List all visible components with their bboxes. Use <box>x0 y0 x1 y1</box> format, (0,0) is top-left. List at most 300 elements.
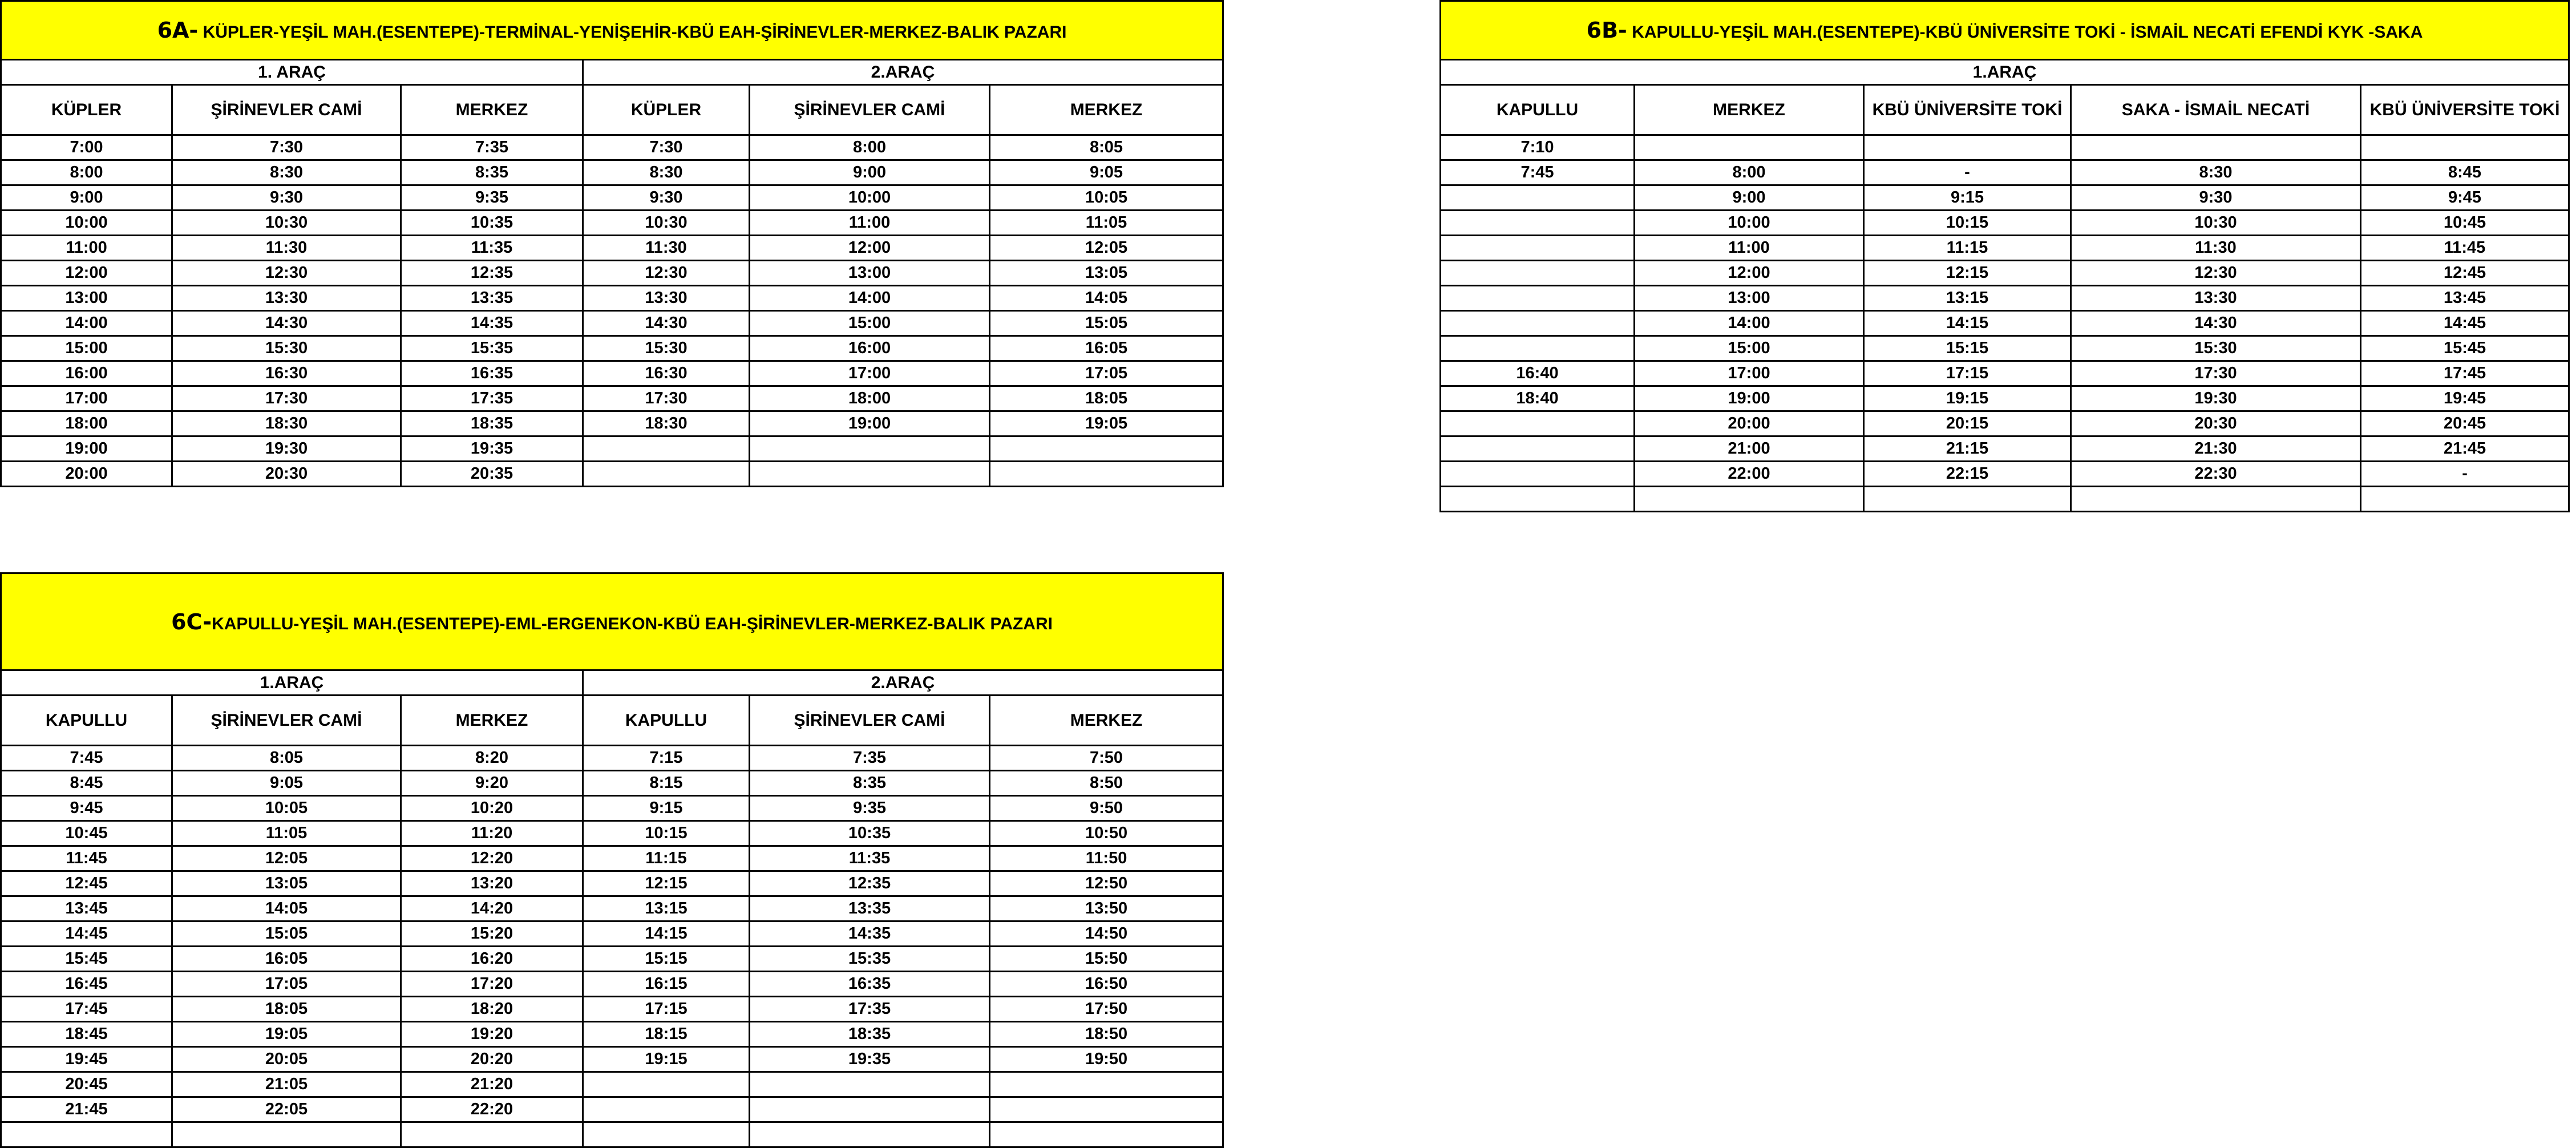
time-cell: 12:35 <box>401 261 583 286</box>
time-cell: 21:20 <box>401 1072 583 1097</box>
table-row <box>1 1022 1223 1047</box>
time-cell: 20:00 <box>1 462 172 487</box>
column-header: SAKA - İSMAİL NECATİ <box>2071 85 2361 135</box>
time-cell: 14:05 <box>172 896 401 921</box>
table-title <box>1 573 1223 670</box>
time-cell: 11:30 <box>2071 236 2361 261</box>
time-cell: 9:30 <box>172 185 401 211</box>
time-cell: 17:45 <box>2361 361 2569 386</box>
time-cell: 13:00 <box>1635 286 1864 311</box>
time-cell: 19:30 <box>2071 386 2361 411</box>
time-cell: 13:05 <box>990 261 1223 286</box>
time-cell: 9:15 <box>1864 185 2071 211</box>
time-cell: 20:05 <box>172 1047 401 1072</box>
time-cell: 22:15 <box>1864 462 2071 487</box>
time-cell: 19:35 <box>750 1047 990 1072</box>
time-cell: 22:00 <box>1635 462 1864 487</box>
column-header: ŞİRİNEVLER CAMİ <box>750 696 990 746</box>
time-cell: 9:05 <box>172 771 401 796</box>
table-row <box>1 972 1223 997</box>
time-cell <box>1441 261 1635 286</box>
time-cell: 14:35 <box>750 921 990 947</box>
time-cell <box>583 1097 750 1122</box>
time-cell: 11:45 <box>1 846 172 871</box>
column-header: ŞİRİNEVLER CAMİ <box>172 696 401 746</box>
time-cell: 10:30 <box>583 211 750 236</box>
time-cell: 14:50 <box>990 921 1223 947</box>
time-cell <box>1441 436 1635 462</box>
time-cell: 15:50 <box>990 947 1223 972</box>
time-cell <box>2361 487 2569 512</box>
column-header: KÜPLER <box>1 85 172 135</box>
time-cell: 13:15 <box>1864 286 2071 311</box>
table-row <box>1441 361 2569 386</box>
time-cell: 13:00 <box>1 286 172 311</box>
vehicle-group-header: 1. ARAÇ <box>1 60 583 85</box>
time-cell: 14:20 <box>401 896 583 921</box>
table-row <box>1 336 1223 361</box>
time-cell: 7:10 <box>1441 135 1635 160</box>
table-row <box>1441 286 2569 311</box>
time-cell: 8:50 <box>990 771 1223 796</box>
time-cell <box>583 436 750 462</box>
time-cell: 8:30 <box>2071 160 2361 185</box>
time-cell <box>750 1097 990 1122</box>
time-cell: 16:30 <box>583 361 750 386</box>
time-cell: 13:00 <box>750 261 990 286</box>
time-cell: 11:05 <box>990 211 1223 236</box>
time-cell: 10:50 <box>990 821 1223 846</box>
time-cell: 11:05 <box>172 821 401 846</box>
time-cell: 18:15 <box>583 1022 750 1047</box>
time-cell: 16:30 <box>172 361 401 386</box>
time-cell: - <box>2361 462 2569 487</box>
vehicle-group-header: 1.ARAÇ <box>1 670 583 696</box>
time-cell: 17:00 <box>1 386 172 411</box>
time-cell: 14:35 <box>401 311 583 336</box>
table-title <box>1441 1 2569 60</box>
time-cell: 15:30 <box>172 336 401 361</box>
time-cell <box>1441 411 1635 436</box>
time-cell: 21:30 <box>2071 436 2361 462</box>
time-cell <box>1441 487 1635 512</box>
time-cell: 11:35 <box>401 236 583 261</box>
route-name: KAPULLU-YEŞİL MAH.(ESENTEPE)-KBÜ ÜNİVERSİTE TOKİ - İSMAİL NECATİ EFENDİ KYK -SAKA <box>1632 23 2423 42</box>
time-cell: 12:15 <box>1864 261 2071 286</box>
time-cell: 7:45 <box>1441 160 1635 185</box>
time-cell: 10:00 <box>1635 211 1864 236</box>
time-cell: 22:20 <box>401 1097 583 1122</box>
table-row <box>1 436 1223 462</box>
time-cell <box>990 1097 1223 1122</box>
time-cell: 8:30 <box>172 160 401 185</box>
time-cell: 17:00 <box>1635 361 1864 386</box>
time-cell: 10:45 <box>1 821 172 846</box>
time-cell: 18:30 <box>583 411 750 436</box>
time-cell: 22:30 <box>2071 462 2361 487</box>
time-cell: 17:30 <box>583 386 750 411</box>
time-cell: 7:15 <box>583 746 750 771</box>
time-cell: 11:00 <box>750 211 990 236</box>
table-row <box>1 236 1223 261</box>
column-header: MERKEZ <box>401 696 583 746</box>
time-cell: 16:35 <box>750 972 990 997</box>
time-cell: 11:30 <box>172 236 401 261</box>
time-cell: 13:50 <box>990 896 1223 921</box>
time-cell: 19:50 <box>990 1047 1223 1072</box>
time-cell: 20:20 <box>401 1047 583 1072</box>
time-cell: 15:00 <box>750 311 990 336</box>
time-cell: 13:05 <box>172 871 401 896</box>
time-cell: 20:15 <box>1864 411 2071 436</box>
time-cell: 15:05 <box>990 311 1223 336</box>
table-row <box>1441 462 2569 487</box>
time-cell: 18:50 <box>990 1022 1223 1047</box>
time-cell: 16:40 <box>1441 361 1635 386</box>
time-cell: 17:05 <box>172 972 401 997</box>
time-cell: 18:00 <box>750 386 990 411</box>
time-cell: 16:50 <box>990 972 1223 997</box>
time-cell: 16:45 <box>1 972 172 997</box>
time-cell <box>1635 135 1864 160</box>
time-cell: 10:05 <box>990 185 1223 211</box>
table-row <box>1 896 1223 921</box>
table-row <box>1441 487 2569 512</box>
time-cell: 16:35 <box>401 361 583 386</box>
time-cell: 13:30 <box>172 286 401 311</box>
time-cell: 12:00 <box>1 261 172 286</box>
time-cell: 8:30 <box>583 160 750 185</box>
time-cell: 11:30 <box>583 236 750 261</box>
table-row <box>1 386 1223 411</box>
time-cell: 14:45 <box>1 921 172 947</box>
time-cell: 21:45 <box>2361 436 2569 462</box>
time-cell: 8:35 <box>401 160 583 185</box>
time-cell <box>750 1072 990 1097</box>
column-header: KAPULLU <box>1441 85 1635 135</box>
time-cell: 15:00 <box>1635 336 1864 361</box>
time-cell: 14:45 <box>2361 311 2569 336</box>
route-code: 6C- <box>171 609 212 634</box>
time-cell: 19:30 <box>172 436 401 462</box>
time-cell: 12:45 <box>1 871 172 896</box>
time-cell: 8:15 <box>583 771 750 796</box>
time-cell: 9:50 <box>990 796 1223 821</box>
time-cell: 18:05 <box>172 997 401 1022</box>
time-cell: 14:15 <box>583 921 750 947</box>
time-cell: 7:35 <box>401 135 583 160</box>
table-row <box>1 1047 1223 1072</box>
time-cell: 18:35 <box>750 1022 990 1047</box>
time-cell <box>750 462 990 487</box>
time-cell: 21:05 <box>172 1072 401 1097</box>
time-cell: 18:45 <box>1 1022 172 1047</box>
time-cell: 16:00 <box>1 361 172 386</box>
table-body <box>1 746 1223 1147</box>
time-cell <box>1635 487 1864 512</box>
table-row <box>1 796 1223 821</box>
column-header: KBÜ ÜNİVERSİTE TOKİ <box>1864 85 2071 135</box>
time-cell <box>990 462 1223 487</box>
time-cell: 8:00 <box>1635 160 1864 185</box>
time-cell: 17:30 <box>2071 361 2361 386</box>
time-cell: 11:35 <box>750 846 990 871</box>
time-cell: 18:00 <box>1 411 172 436</box>
time-cell: 16:05 <box>990 336 1223 361</box>
time-cell: 13:35 <box>750 896 990 921</box>
time-cell: 17:05 <box>990 361 1223 386</box>
time-cell: 12:05 <box>990 236 1223 261</box>
time-cell <box>990 1072 1223 1097</box>
time-cell: 18:20 <box>401 997 583 1022</box>
time-cell: 17:50 <box>990 997 1223 1022</box>
time-cell: 12:45 <box>2361 261 2569 286</box>
table-row <box>1 947 1223 972</box>
time-cell: 19:45 <box>2361 386 2569 411</box>
time-cell: 16:20 <box>401 947 583 972</box>
time-cell <box>1864 487 2071 512</box>
time-cell <box>1441 311 1635 336</box>
time-cell: 20:45 <box>1 1072 172 1097</box>
time-cell: 9:45 <box>2361 185 2569 211</box>
time-cell: 16:15 <box>583 972 750 997</box>
time-cell: 7:00 <box>1 135 172 160</box>
time-cell: 14:00 <box>750 286 990 311</box>
time-cell: 10:00 <box>750 185 990 211</box>
schedule-table-6b <box>1439 0 2570 512</box>
table-row <box>1441 185 2569 211</box>
time-cell: 10:00 <box>1 211 172 236</box>
time-cell: - <box>1864 160 2071 185</box>
time-cell: 19:20 <box>401 1022 583 1047</box>
time-cell: 14:30 <box>583 311 750 336</box>
table-body <box>1441 135 2569 512</box>
time-cell: 17:15 <box>1864 361 2071 386</box>
time-cell <box>1441 462 1635 487</box>
table-row <box>1 286 1223 311</box>
time-cell: 20:30 <box>172 462 401 487</box>
time-cell: 14:30 <box>172 311 401 336</box>
time-cell: 17:15 <box>583 997 750 1022</box>
time-cell: 12:00 <box>1635 261 1864 286</box>
time-cell: 10:45 <box>2361 211 2569 236</box>
table-row <box>1441 135 2569 160</box>
time-cell: 12:35 <box>750 871 990 896</box>
time-cell: 22:05 <box>172 1097 401 1122</box>
time-cell <box>2361 135 2569 160</box>
time-cell: 15:00 <box>1 336 172 361</box>
time-cell: 12:30 <box>583 261 750 286</box>
time-cell: 11:15 <box>583 846 750 871</box>
table-row <box>1441 386 2569 411</box>
table-row <box>1 135 1223 160</box>
time-cell: 9:20 <box>401 771 583 796</box>
time-cell: 11:00 <box>1635 236 1864 261</box>
time-cell: 21:00 <box>1635 436 1864 462</box>
time-cell: 9:15 <box>583 796 750 821</box>
column-header: MERKEZ <box>990 85 1223 135</box>
time-cell: 12:50 <box>990 871 1223 896</box>
time-cell: 18:35 <box>401 411 583 436</box>
time-cell: 14:00 <box>1635 311 1864 336</box>
time-cell: 14:30 <box>2071 311 2361 336</box>
time-cell: 10:15 <box>583 821 750 846</box>
time-cell: 17:45 <box>1 997 172 1022</box>
time-cell <box>2071 135 2361 160</box>
table-row <box>1441 311 2569 336</box>
schedule-table-6a <box>0 0 1224 487</box>
time-cell: 15:30 <box>2071 336 2361 361</box>
table-row <box>1 462 1223 487</box>
column-header: KÜPLER <box>583 85 750 135</box>
time-cell: 10:35 <box>750 821 990 846</box>
time-cell: 17:00 <box>750 361 990 386</box>
time-cell: 10:20 <box>401 796 583 821</box>
time-cell: 9:35 <box>750 796 990 821</box>
time-cell: 17:35 <box>750 997 990 1022</box>
time-cell: 20:45 <box>2361 411 2569 436</box>
time-cell: 12:30 <box>172 261 401 286</box>
schedule-table-6c <box>0 572 1224 1148</box>
time-cell <box>1441 236 1635 261</box>
time-cell: 9:35 <box>401 185 583 211</box>
table-title <box>1 1 1223 60</box>
time-cell: 12:15 <box>583 871 750 896</box>
time-cell <box>2071 487 2361 512</box>
time-cell: 15:45 <box>1 947 172 972</box>
time-cell: 15:35 <box>401 336 583 361</box>
time-cell: 15:20 <box>401 921 583 947</box>
time-cell: 18:05 <box>990 386 1223 411</box>
time-cell <box>1441 286 1635 311</box>
time-cell <box>750 436 990 462</box>
column-header: ŞİRİNEVLER CAMİ <box>172 85 401 135</box>
table-row <box>1 771 1223 796</box>
time-cell: 19:35 <box>401 436 583 462</box>
time-cell: 21:15 <box>1864 436 2071 462</box>
table-row <box>1441 236 2569 261</box>
table-row <box>1 361 1223 386</box>
time-cell: 9:05 <box>990 160 1223 185</box>
table-row <box>1 411 1223 436</box>
time-cell <box>1441 211 1635 236</box>
time-cell: 19:45 <box>1 1047 172 1072</box>
time-cell: 17:20 <box>401 972 583 997</box>
time-cell: 13:45 <box>2361 286 2569 311</box>
time-cell: 7:30 <box>172 135 401 160</box>
table-row <box>1441 160 2569 185</box>
table-row <box>1441 436 2569 462</box>
time-cell: 16:00 <box>750 336 990 361</box>
time-cell: 14:00 <box>1 311 172 336</box>
column-header: KBÜ ÜNİVERSİTE TOKİ <box>2361 85 2569 135</box>
time-cell <box>583 1072 750 1097</box>
table-row <box>1 160 1223 185</box>
time-cell: 8:00 <box>750 135 990 160</box>
time-cell: 14:05 <box>990 286 1223 311</box>
time-cell: 11:20 <box>401 821 583 846</box>
time-cell: 8:45 <box>1 771 172 796</box>
time-cell <box>1441 185 1635 211</box>
time-cell: 8:00 <box>1 160 172 185</box>
time-cell: 9:00 <box>1635 185 1864 211</box>
time-cell: 9:30 <box>583 185 750 211</box>
time-cell: 8:45 <box>2361 160 2569 185</box>
time-cell: 15:30 <box>583 336 750 361</box>
route-code: 6A- <box>157 18 199 43</box>
table-row <box>1 871 1223 896</box>
time-cell: 11:00 <box>1 236 172 261</box>
table-row <box>1 821 1223 846</box>
time-cell: 13:45 <box>1 896 172 921</box>
time-cell: 9:00 <box>750 160 990 185</box>
time-cell: 18:40 <box>1441 386 1635 411</box>
table-row <box>1 746 1223 771</box>
route-code: 6B- <box>1586 18 1627 43</box>
time-cell: 7:35 <box>750 746 990 771</box>
time-cell: 15:15 <box>1864 336 2071 361</box>
time-cell: 13:15 <box>583 896 750 921</box>
time-cell: 14:15 <box>1864 311 2071 336</box>
table-row <box>1 997 1223 1022</box>
time-cell: 19:15 <box>1864 386 2071 411</box>
time-cell: 11:15 <box>1864 236 2071 261</box>
time-cell: 20:00 <box>1635 411 1864 436</box>
time-cell: 7:45 <box>1 746 172 771</box>
time-cell <box>1864 135 2071 160</box>
time-cell: 19:00 <box>1 436 172 462</box>
column-header: MERKEZ <box>1635 85 1864 135</box>
time-cell: 13:20 <box>401 871 583 896</box>
time-cell: 10:30 <box>172 211 401 236</box>
vehicle-group-header: 2.ARAÇ <box>583 670 1223 696</box>
time-cell: 12:00 <box>750 236 990 261</box>
column-header: KAPULLU <box>583 696 750 746</box>
time-cell: 17:35 <box>401 386 583 411</box>
time-cell: 19:00 <box>750 411 990 436</box>
route-name: KAPULLU-YEŞİL MAH.(ESENTEPE)-EML-ERGENEKON-KBÜ EAH-ŞİRİNEVLER-MERKEZ-BALIK PAZARI <box>212 614 1053 633</box>
route-name: KÜPLER-YEŞİL MAH.(ESENTEPE)-TERMİNAL-YENİŞEHİR-KBÜ EAH-ŞİRİNEVLER-MERKEZ-BALIK PAZARI <box>203 23 1067 42</box>
time-cell: 18:30 <box>172 411 401 436</box>
column-header: ŞİRİNEVLER CAMİ <box>750 85 990 135</box>
time-cell: 15:35 <box>750 947 990 972</box>
time-cell: 8:35 <box>750 771 990 796</box>
time-cell: 12:05 <box>172 846 401 871</box>
time-cell: 13:30 <box>2071 286 2361 311</box>
column-header: MERKEZ <box>990 696 1223 746</box>
table-body <box>1 135 1223 487</box>
time-cell: 7:50 <box>990 746 1223 771</box>
time-cell: 17:30 <box>172 386 401 411</box>
vehicle-group-header: 1.ARAÇ <box>1441 60 2569 85</box>
time-cell: 15:45 <box>2361 336 2569 361</box>
table-row <box>1 1097 1223 1122</box>
time-cell <box>990 436 1223 462</box>
time-cell: 13:30 <box>583 286 750 311</box>
time-cell: 11:50 <box>990 846 1223 871</box>
time-cell: 19:15 <box>583 1047 750 1072</box>
time-cell: 9:45 <box>1 796 172 821</box>
table-row <box>1441 411 2569 436</box>
time-cell: 9:00 <box>1 185 172 211</box>
table-row <box>1441 211 2569 236</box>
time-cell: 8:20 <box>401 746 583 771</box>
table-row <box>1 211 1223 236</box>
time-cell: 21:45 <box>1 1097 172 1122</box>
time-cell: 9:30 <box>2071 185 2361 211</box>
time-cell: 19:00 <box>1635 386 1864 411</box>
table-row <box>1 1072 1223 1097</box>
